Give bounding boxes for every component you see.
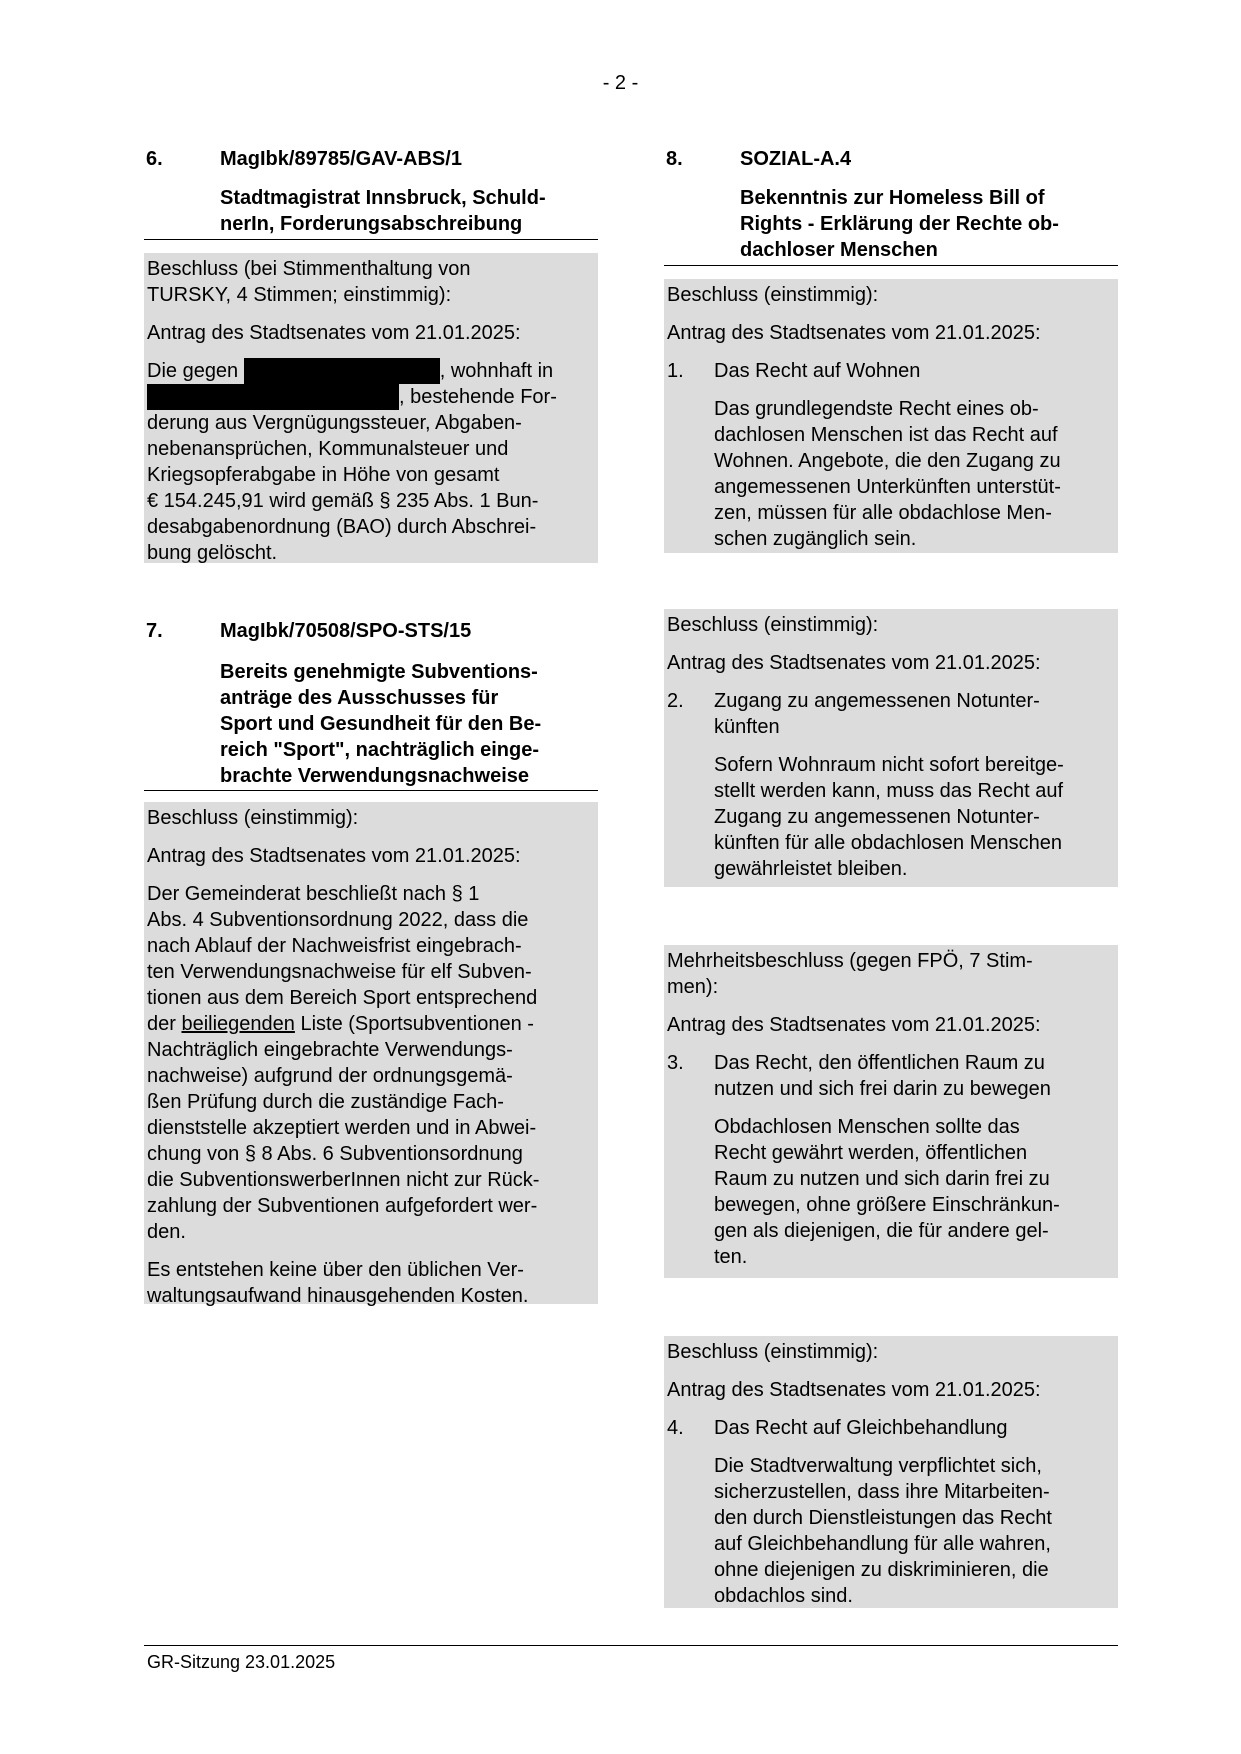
redacted-name (244, 358, 440, 384)
resolution-text: Die gegen , wohnhaft in , bestehende For- derung aus Vergnügungssteuer, Abgaben- nebenansprüchen, Kommunalsteuer und Kriegsopferabgabe in Höhe von gesamt € 154.245,91 wird gemäß § 235 Abs. 1 Bun- desabgabenordnung (BAO) durch Abschrei- bung gelöscht. (147, 360, 557, 564)
cost-text: Es entstehen keine über den üblichen Ver- waltungsaufwand hinausgehenden Kosten. (147, 1259, 529, 1307)
motion-text: Antrag des Stadtsenates vom 21.01.2025: (667, 322, 1041, 344)
point-title: 4. Das Recht auf Gleichbehandlung (667, 1417, 1008, 1439)
point-text: Sofern Wohnraum nicht sofort bereitge- stellt werden kann, muss das Recht auf Zugang zu angemessenen Notunter- künften für alle obdachlosen Menschen gewährleistet bleiben. (714, 754, 1064, 880)
page-number: - 2 - (602, 72, 639, 94)
point-text: Das grundlegendste Recht eines ob- dachlosen Menschen ist das Recht auf Wohnen. Angebote, die den Zugang zu angemessenen Unterkünften unterstüt- zen, müssen für alle obdachlose Men- schen zugänglich sein. (714, 398, 1061, 550)
decision-box-4 (664, 1336, 1118, 1608)
item-number: 6. (146, 148, 163, 170)
item-reference: MagIbk/89785/GAV-ABS/1 (220, 148, 462, 170)
redacted-address (147, 384, 399, 410)
item-subject: Bekenntnis zur Homeless Bill of Rights - Erklärung der Rechte ob- dachloser Menschen (740, 187, 1059, 261)
motion-text: Antrag des Stadtsenates vom 21.01.2025: (667, 1379, 1041, 1401)
item-number: 7. (146, 620, 163, 642)
resolution-text: Der Gemeinderat beschließt nach § 1 Abs. 4 Subventionsordnung 2022, dass die nach Ablauf der Nachweisfrist eingebrach- ten Verwendungsnachweise für elf Subven- tionen aus dem Bereich Sport entsprechend der beiliegenden Liste (Sportsubventionen - Nachträglich eingebrachte Verwendungs- nachweise) aufgrund der ordnungsgemä- ßen Prüfung durch die zuständige Fach- dienststelle akzeptiert werden und in Abwei- chung von § 8 Abs. 6 Subventionsordnung die SubventionswerberInnen nicht zur Rück- zahlung der Subventionen aufgefordert wer- den. (147, 883, 540, 1243)
decision-box (144, 802, 598, 1307)
motion-text: Antrag des Stadtsenates vom 21.01.2025: (667, 1014, 1041, 1036)
item-subject: Stadtmagistrat Innsbruck, Schuld- nerIn, Forderungsabschreibung (220, 187, 546, 235)
divider (664, 265, 1118, 266)
motion-text: Antrag des Stadtsenates vom 21.01.2025: (667, 652, 1041, 674)
point-title: 1. Das Recht auf Wohnen (667, 360, 921, 382)
item-number: 8. (666, 148, 683, 170)
point-text: Die Stadtverwaltung verpflichtet sich, sicherzustellen, dass ihre Mitarbeiten- den durch Dienstleistungen das Recht auf Gleichbehandlung für alle wahren, ohne diejenigen zu diskriminieren, die obdachlos sind. (714, 1455, 1052, 1607)
decision-box-3 (664, 945, 1118, 1278)
decision-text: Beschluss (einstimmig): (667, 1341, 879, 1363)
item-reference: SOZIAL-A.4 (740, 148, 852, 170)
decision-box-1 (664, 279, 1118, 553)
attachment-link[interactable]: beiliegenden (181, 1013, 295, 1035)
item-reference: MagIbk/70508/SPO-STS/15 (220, 620, 472, 642)
decision-text: Beschluss (einstimmig): (667, 284, 879, 306)
decision-box (144, 253, 598, 563)
decision-text: Beschluss (einstimmig): (147, 807, 359, 829)
decision-text: Beschluss (bei Stimmenthaltung von TURSKY, 4 Stimmen; einstimmig): (147, 258, 471, 306)
decision-text: Mehrheitsbeschluss (gegen FPÖ, 7 Stim- men): (667, 950, 1033, 998)
footer-text: GR-Sitzung 23.01.2025 (147, 1652, 336, 1672)
item-subject: Bereits genehmigte Subventions- anträge des Ausschusses für Sport und Gesundheit für den Be- reich "Sport", nachträglich einge- brachte Verwendungsnachweise (220, 661, 542, 787)
point-title: 2. Zugang zu angemessenen Notunter- künften (667, 690, 1040, 738)
divider (144, 790, 598, 791)
decision-text: Beschluss (einstimmig): (667, 614, 879, 636)
motion-text: Antrag des Stadtsenates vom 21.01.2025: (147, 322, 521, 344)
motion-text: Antrag des Stadtsenates vom 21.01.2025: (147, 845, 521, 867)
point-text: Obdachlosen Menschen sollte das Recht gewährt werden, öffentlichen Raum zu nutzen und sich darin frei zu bewegen, ohne größere Einschränkun- gen als diejenigen, die für andere gel- ten. (714, 1116, 1060, 1268)
decision-box-2 (664, 609, 1118, 887)
divider (144, 239, 598, 240)
point-title: 3. Das Recht, den öffentlichen Raum zu nutzen und sich frei darin zu bewegen (667, 1052, 1051, 1100)
footer-divider (144, 1645, 1118, 1646)
